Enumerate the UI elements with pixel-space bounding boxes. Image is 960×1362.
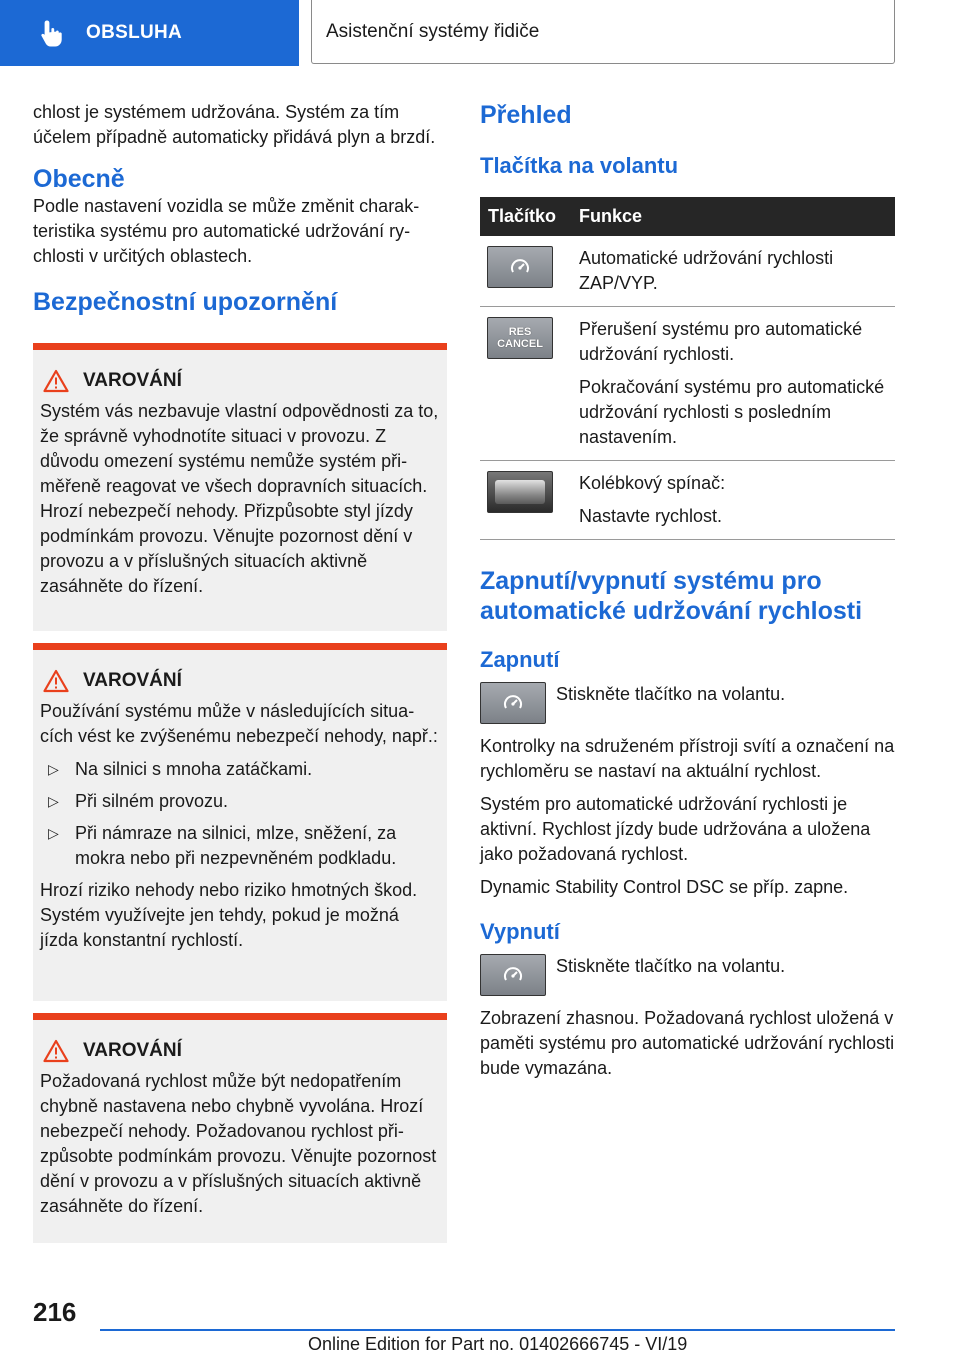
warning-title: VAROVÁNÍ <box>83 370 182 391</box>
table-row <box>480 236 895 307</box>
table-cell-text: Automatické udržování rychlosti ZAP/VYP. <box>579 248 834 293</box>
table-row <box>480 461 895 540</box>
warning-text-2: Hrozí riziko nehody nebo riziko hmotných škod. Systém využívejte jen tehdy, pokud je možná jízda konstantní rychlostí. <box>40 880 418 950</box>
hand-pointer-icon <box>40 18 66 48</box>
cruise-control-button-icon <box>480 954 546 996</box>
general-paragraph: Podle nastavení vozidla se může změnit charakteristika systému pro automatické udržování rychlosti v určitých oblastech. <box>33 196 420 266</box>
on-step-text: Stiskněte tlačítko na volantu. <box>556 684 786 704</box>
warning-triangle-icon <box>43 669 69 693</box>
list-item: ▷ Při silném provozu. <box>40 789 440 814</box>
cruise-control-button-icon <box>487 246 553 288</box>
footer-edition: Online Edition for Part no. 01402666745 - VI/19 <box>308 1334 688 1354</box>
buttons-table <box>480 197 895 540</box>
warning-box-1 <box>33 343 447 631</box>
warning-text: Systém vás nezbavuje vlastní odpovědnosti za to, že správně vyhodnotíte situaci v provozu. Z důvodu omezení systému nemůže systém přiměřeně reagovat ve všech dopravních situacích. Hrozí nebezpečí nehody. Přizpůsobte styl jízdy podmínkám provozu. Věnujte pozornost dění v provozu a v příslušných situacích aktivně zasáhněte do řízení. <box>40 401 439 596</box>
safety-heading: Bezpečnostní upozornění <box>33 288 338 316</box>
on-heading: Zapnutí <box>480 647 560 672</box>
intro-paragraph: chlost je systémem udržována. Systém za tím účelem případně automaticky přidává plyn a brzdí. <box>33 102 436 147</box>
warning-box-2 <box>33 643 447 1001</box>
table-cell-text: Nastavte rychlost. <box>579 506 723 526</box>
onoff-heading: Zapnutí/vypnutí systému pro automatické udržování rychlosti <box>480 567 863 625</box>
list-item: ▷ Na silnici s mnoha zatáčkami. <box>40 757 440 782</box>
on-step <box>480 682 895 724</box>
rocker-switch-icon <box>487 471 553 513</box>
off-step-text: Stiskněte tlačítko na volantu. <box>556 956 786 976</box>
warning-triangle-icon <box>43 369 69 393</box>
warning-text: Požadovaná rychlost může být nedopatřením chybně nastavena nebo chybně vyvolána. Hrozí nebezpečí nehody. Požadovanou rychlost přizpůsobte podmínkám provozu. Věnujte pozornost dění v provozu a v příslušných situacích aktivně zasáhněte do řízení. <box>40 1071 437 1216</box>
table-cell-text: Pokračování systému pro automatické udržování rychlosti s posledním nastavením. <box>579 377 885 447</box>
breadcrumb[interactable] <box>311 0 895 64</box>
left-column <box>33 100 447 1243</box>
bullet-triangle-icon: ▷ <box>48 825 59 841</box>
bullet-triangle-icon: ▷ <box>48 761 59 777</box>
section-tab[interactable] <box>0 0 299 66</box>
table-header-function: Funkce <box>571 197 895 236</box>
warning-bullet-list <box>40 757 440 871</box>
off-step <box>480 954 895 996</box>
breadcrumb-label: Asistenční systémy řidiče <box>326 20 540 42</box>
off-heading: Vypnutí <box>480 919 560 944</box>
section-tab-label: OBSLUHA <box>86 22 183 43</box>
warning-box-3 <box>33 1013 447 1243</box>
warning-title: VAROVÁNÍ <box>83 1040 182 1061</box>
page-header <box>0 0 960 66</box>
cruise-control-button-icon <box>480 682 546 724</box>
table-header-button: Tlačítko <box>480 197 571 236</box>
overview-heading: Přehled <box>480 101 572 129</box>
on-paragraph-2: Systém pro automatické udržování rychlosti je aktivní. Rychlost jízdy bude udržována a uložena jako požadovaná rychlost. <box>480 794 871 864</box>
general-heading: Obecně <box>33 165 125 193</box>
table-cell-text: Přerušení systému pro automatické udržování rychlosti. <box>579 319 863 364</box>
list-item: ▷ Při námraze na silnici, mlze, sněžení, za mokra nebo při nezpevněném podkladu. <box>48 823 397 868</box>
buttons-heading: Tlačítka na volantu <box>480 153 679 178</box>
res-cancel-button-icon: RES CANCEL <box>487 317 553 359</box>
off-paragraph-1: Zobrazení zhasnou. Požadovaná rychlost uložená v paměti systému pro automatické udržování rychlosti bude vymazána. <box>480 1008 895 1078</box>
on-paragraph-3: Dynamic Stability Control DSC se příp. zapne. <box>480 877 849 897</box>
bullet-triangle-icon: ▷ <box>48 793 59 809</box>
on-paragraph-1: Kontrolky na sdruženém přístroji svítí a označení na rychloměru se nastaví na aktuální rychlost. <box>480 736 895 781</box>
page-number: 216 <box>33 1297 77 1327</box>
warning-title: VAROVÁNÍ <box>83 670 182 691</box>
right-column <box>480 100 895 1081</box>
table-cell-text: Kolébkový spínač: <box>579 473 726 493</box>
table-row <box>480 307 895 461</box>
warning-text: Používání systému může v následujících situacích vést ke zvýšenému nebezpečí nehody, např.: <box>40 701 438 746</box>
warning-triangle-icon <box>43 1039 69 1063</box>
footer-divider <box>100 1329 895 1331</box>
